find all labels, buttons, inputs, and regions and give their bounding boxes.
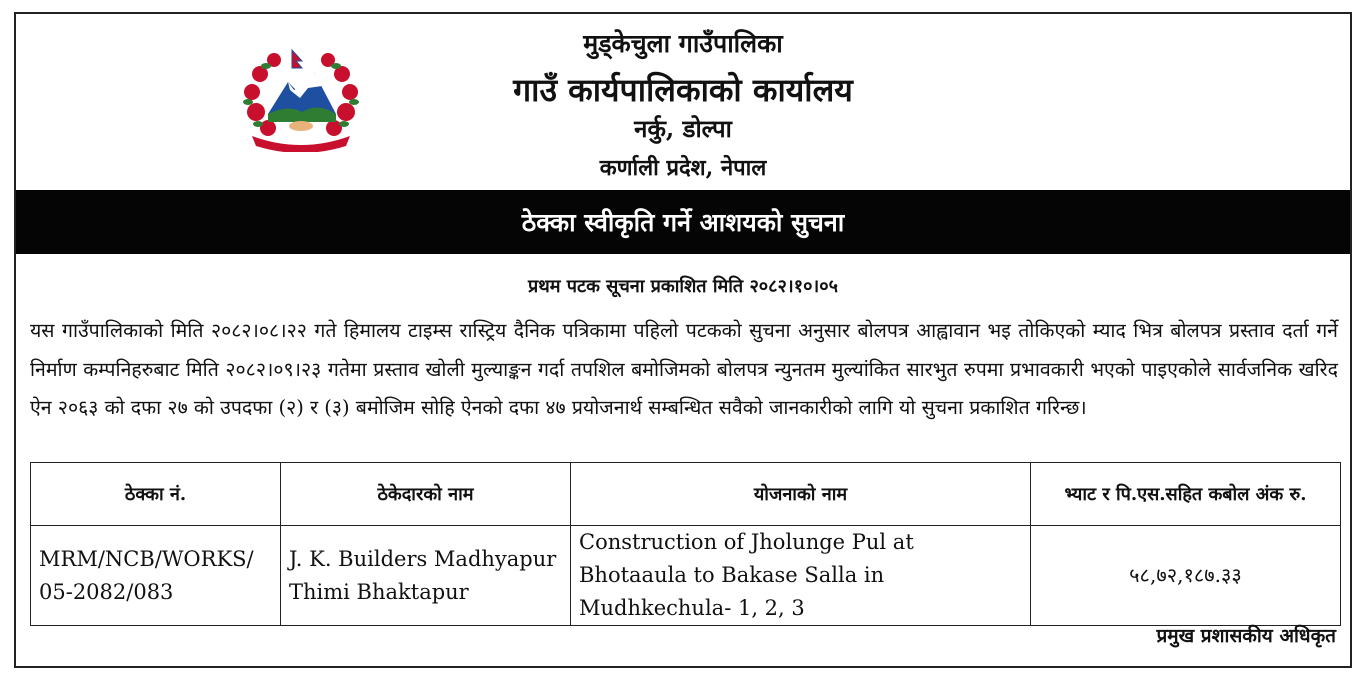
municipality-name: मुड्केचुला गाउँपालिका [583,29,783,58]
signatory-title: प्रमुख प्रशासकीय अधिकृत [1156,625,1336,647]
cell-amount: ५८,७२,१८७.३३ [1031,526,1341,626]
province-country: कर्णाली प्रदेश, नेपाल [599,155,767,181]
first-published-date: प्रथम पटक सूचना प्रकाशित मिति २०८२।१०।०५ [528,276,838,297]
cell-contract-no: MRM/NCB/WORKS/ 05-2082/083 [31,526,281,626]
table-header-row [31,463,1341,526]
office-name: गाउँ कार्यपालिकाको कार्यालय [513,71,853,109]
header-project: योजनाको नाम [571,463,1031,526]
office-location: नर्कु, डोल्पा [634,114,732,143]
notice-title: ठेक्का स्वीकृति गर्ने आशयको सुचना [521,208,845,237]
header-contract-no: ठेक्का नं. [31,463,281,526]
header-contractor: ठेकेदारको नाम [281,463,571,526]
cell-contractor: J. K. Builders Madhyapur Thimi Bhaktapur [281,526,571,626]
cell-project: Construction of Jholunge Pul at Bhotaaula to Bakase Salla in Mudhkechula- 1, 2, 3 [571,526,1031,626]
notice-title-banner [16,190,1350,254]
contract-table [30,462,1341,626]
notice-body: यस गाउँपालिकाको मिति २०८२।०८।२२ गते हिमालय टाइम्स रास्ट्रिय दैनिक पत्रिकामा पहिलो पटकको सुचना अनुसार बोलपत्र आह्वावान भइ तोकिएको म्याद भित्र बोलपत्र प्रस्ताव दर्ता गर्ने निर्माण कम्पनिहरुबाट मिति २०८२।०९।२३ गतेमा प्रस्ताव खोली मुल्याङ्कन गर्दा तपशिल बमोजिमको बोलपत्र न्युनतम मुल्यांकित सारभुत रुपमा प्रभावकारी भएको पाइएकोले सार्वजनिक खरिद ऐन २०६३ को दफा २७ को उपदफा (२) र (३) बमोजिम सोहि ऐनको दफा ४७ प्रयोजनार्थ सम्बन्धित सवैको जानकारीको लागि यो सुचना प्रकाशित गरिन्छ। [30,319,1338,419]
header-amount: भ्याट र पि.एस.सहित कबोल अंक रु. [1031,463,1341,526]
table-row [31,526,1341,626]
